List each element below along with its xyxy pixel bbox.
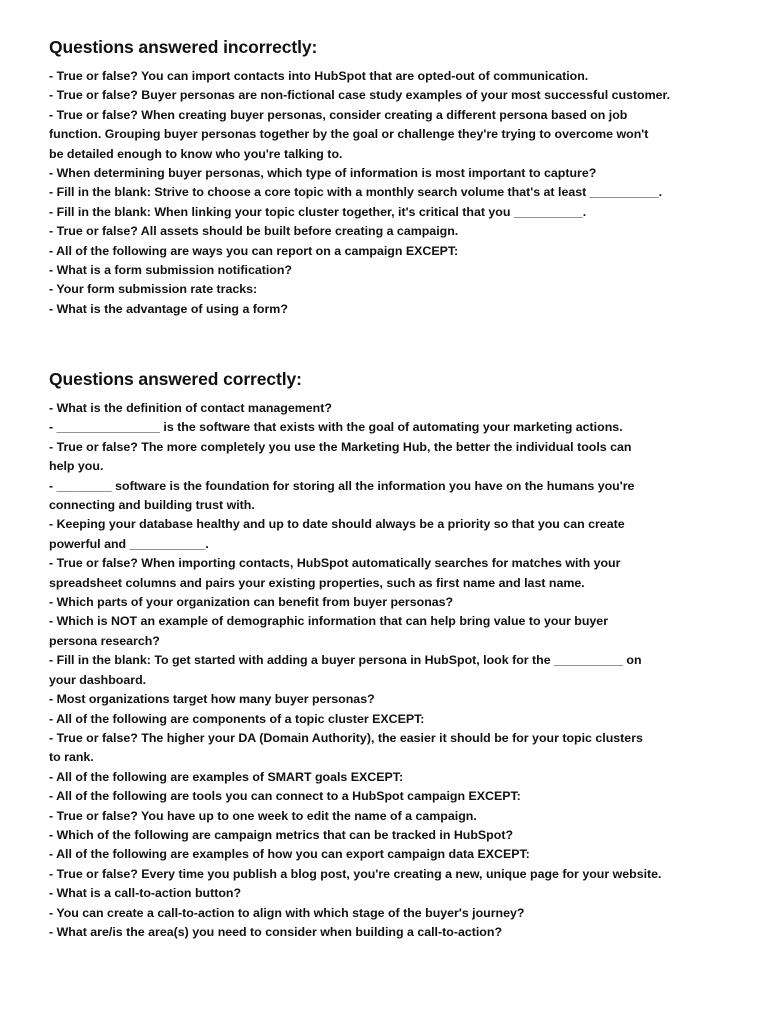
question-text-continued: powerful and ___________.	[49, 536, 209, 551]
correct-heading: Questions answered correctly:	[49, 369, 302, 389]
question-item	[49, 690, 739, 709]
question-text: - True or false? Every time you publish a blog post, you're creating a new, unique page for your website.	[49, 866, 662, 881]
question-text: - What is the definition of contact management?	[49, 401, 332, 415]
question-text-continued: connecting and building trust with.	[49, 498, 255, 513]
question-item	[49, 923, 739, 942]
question-item	[49, 418, 739, 437]
question-text: - True or false? All assets should be built before creating a campaign.	[49, 224, 459, 239]
question-item	[49, 515, 739, 554]
question-text: - Most organizations target how many buyer personas?	[49, 692, 375, 707]
question-text-continued: be detailed enough to know who you're talking to.	[49, 146, 343, 161]
question-text: - _______________ is the software that exists with the goal of automating your marketing actions.	[49, 420, 623, 435]
question-item	[49, 865, 739, 884]
question-text: - True or false? You have up to one week to edit the name of a campaign.	[49, 808, 477, 823]
question-item	[49, 787, 739, 806]
question-text: - All of the following are examples of how you can export campaign data EXCEPT:	[49, 847, 530, 862]
section-incorrect	[49, 36, 739, 319]
question-text-continued: to rank.	[49, 750, 94, 765]
question-text-continued: your dashboard.	[49, 672, 147, 687]
question-text-continued: spreadsheet columns and pairs your existing properties, such as first name and last name.	[49, 575, 585, 590]
question-item	[49, 399, 739, 418]
question-text: - Your form submission rate tracks:	[49, 282, 258, 297]
question-item	[49, 106, 739, 164]
question-item	[49, 67, 739, 86]
question-text: - What are/is the area(s) you need to consider when building a call-to-action?	[49, 924, 503, 939]
question-text-continued: function. Grouping buyer personas together by the goal or challenge they're trying to overcome won't	[49, 127, 649, 142]
question-text: - You can create a call-to-action to align with which stage of the buyer's journey?	[49, 905, 525, 920]
question-text: - What is the advantage of using a form?	[49, 301, 288, 316]
question-text: - When determining buyer personas, which type of information is most important to capture?	[49, 166, 597, 181]
question-item	[49, 300, 739, 319]
question-text: - All of the following are examples of SMART goals EXCEPT:	[49, 769, 404, 784]
question-item	[49, 651, 739, 690]
question-item	[49, 710, 739, 729]
question-text: - All of the following are components of a topic cluster EXCEPT:	[49, 711, 425, 726]
question-text-continued: help you.	[49, 459, 104, 474]
question-text: - True or false? The higher your DA (Domain Authority), the easier it should be for your topic clusters	[49, 730, 643, 745]
incorrect-question-list	[49, 67, 739, 319]
question-item	[49, 203, 739, 222]
question-item	[49, 164, 739, 183]
question-item	[49, 593, 739, 612]
question-item	[49, 477, 739, 516]
question-item	[49, 222, 739, 241]
question-text: - Keeping your database healthy and up to date should always be a priority so that you can create	[49, 517, 625, 532]
question-item	[49, 86, 739, 105]
question-text: - True or false? You can import contacts into HubSpot that are opted-out of communication.	[49, 69, 589, 83]
question-text: - All of the following are ways you can report on a campaign EXCEPT:	[49, 243, 459, 258]
question-text: - What is a call-to-action button?	[49, 886, 242, 901]
incorrect-heading: Questions answered incorrectly:	[49, 37, 318, 57]
question-item	[49, 183, 739, 202]
question-item	[49, 554, 739, 593]
question-item	[49, 826, 739, 845]
question-item	[49, 845, 739, 864]
question-text: - True or false? Buyer personas are non-fictional case study examples of your most successful customer.	[49, 88, 671, 103]
question-text: - True or false? The more completely you use the Marketing Hub, the better the individual tools can	[49, 439, 632, 454]
question-item	[49, 807, 739, 826]
question-item	[49, 438, 739, 477]
question-text: - True or false? When creating buyer personas, consider creating a different persona based on job	[49, 107, 628, 122]
question-text: - Which of the following are campaign metrics that can be tracked in HubSpot?	[49, 827, 514, 842]
section-correct	[49, 368, 739, 942]
question-item	[49, 904, 739, 923]
question-text: - Which parts of your organization can benefit from buyer personas?	[49, 595, 454, 610]
question-item	[49, 280, 739, 299]
question-text: - Fill in the blank: Strive to choose a core topic with a monthly search volume that's at least __________.	[49, 185, 663, 200]
question-item	[49, 612, 739, 651]
question-item	[49, 729, 739, 768]
question-text: - Which is NOT an example of demographic information that can help bring value to your buyer	[49, 614, 609, 629]
question-text-continued: persona research?	[49, 633, 160, 648]
question-item	[49, 768, 739, 787]
question-item	[49, 261, 739, 280]
question-text: - True or false? When importing contacts, HubSpot automatically searches for matches with your	[49, 556, 621, 571]
question-item	[49, 242, 739, 261]
question-item	[49, 884, 739, 903]
question-text: - ________ software is the foundation for storing all the information you have on the humans you're	[49, 478, 635, 493]
question-text: - What is a form submission notification?	[49, 263, 293, 278]
correct-question-list	[49, 399, 739, 942]
question-text: - All of the following are tools you can connect to a HubSpot campaign EXCEPT:	[49, 789, 521, 804]
question-text: - Fill in the blank: To get started with adding a buyer persona in HubSpot, look for the __________ on	[49, 653, 642, 668]
question-text: - Fill in the blank: When linking your topic cluster together, it's critical that you __________.	[49, 204, 587, 219]
